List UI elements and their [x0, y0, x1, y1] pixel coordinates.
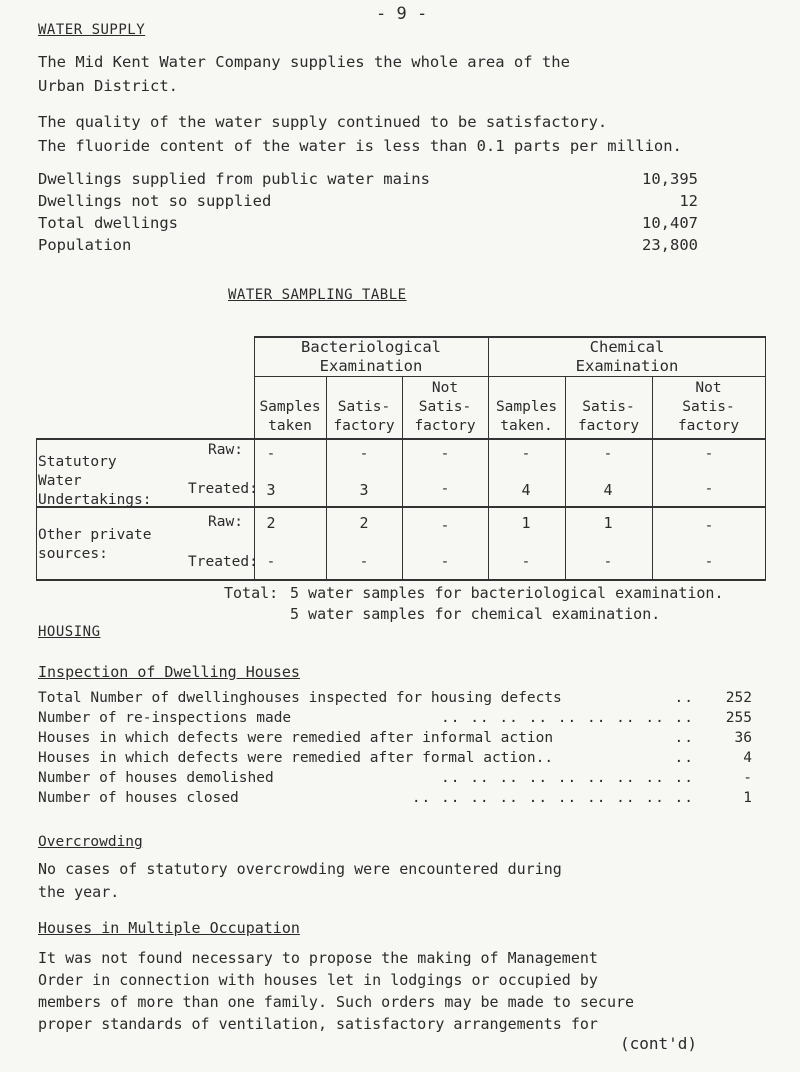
table-cell: - [359, 554, 369, 570]
overcrowding-text: No cases of statutory overcrowding were encountered during the year. [38, 860, 562, 901]
table-cell: - [704, 446, 714, 462]
table-cell: 3 [359, 481, 369, 499]
inspection-value: 255 [725, 710, 752, 726]
col-header: Satis- factory [577, 399, 640, 434]
leader-dots: .. [674, 750, 694, 766]
inspection-label: Number of houses demolished [38, 770, 274, 786]
col-header: Not Satis- factory [414, 380, 476, 434]
col-header: Not Satis- factory [677, 380, 740, 434]
treated-label: Treated: [188, 554, 258, 570]
table-cell: - [704, 481, 714, 497]
table-cell: - [521, 554, 531, 570]
stats-value: 10,395 [642, 170, 698, 188]
continued-note: (cont'd) [620, 1034, 698, 1053]
leader-dots: .. [674, 730, 694, 746]
raw-label: Raw: [208, 514, 243, 530]
inspection-label: Total Number of dwellinghouses inspected for housing defects [38, 690, 562, 706]
row-label-statutory: Statutory Water Undertakings: [38, 454, 152, 508]
stats-label: Dwellings supplied from public water mains [38, 170, 430, 188]
table-cell: - [359, 446, 369, 462]
treated-label: Treated: [188, 481, 258, 497]
col-header: Samples taken [259, 399, 321, 434]
stats-label: Dwellings not so supplied [38, 192, 272, 210]
stats-row [38, 170, 698, 192]
inspection-heading: Inspection of Dwelling Houses [38, 663, 300, 681]
inspection-row [38, 790, 752, 809]
table-cell: 1 [603, 514, 613, 532]
col-header: Satis- factory [333, 399, 395, 434]
inspection-value: 252 [725, 690, 752, 706]
table-cell: 4 [521, 481, 531, 499]
inspection-value: 36 [734, 730, 752, 746]
row-label-other: Other private sources: [38, 527, 152, 562]
water-supply-heading: WATER SUPPLY [38, 22, 146, 38]
table-cell: - [440, 481, 450, 497]
inspection-label: Houses in which defects were remedied after informal action [38, 730, 554, 746]
sampling-table-title: WATER SAMPLING TABLE [228, 287, 407, 303]
water-sampling-table [36, 336, 766, 582]
stats-value: 10,407 [642, 214, 698, 232]
table-cell: - [440, 554, 450, 570]
table-cell: - [603, 446, 613, 462]
multiple-occupation-text: It was not found necessary to propose the making of Management Order in connection with houses let in lodgings or occupied by members of more than one family. Such orders may be made to secure proper standards of ventilation, satisfactory arrangements for [38, 949, 635, 1033]
table-cell: - [704, 554, 714, 570]
stats-value: 12 [679, 192, 698, 210]
table-cell: - [440, 446, 450, 462]
inspection-value: - [743, 770, 752, 786]
multiple-occupation-heading: Houses in Multiple Occupation [38, 919, 300, 937]
table-cell: - [266, 446, 276, 462]
total-line: 5 water samples for chemical examination. [290, 605, 661, 623]
leader-dots: .. .. .. .. .. .. .. .. .. [441, 770, 694, 786]
inspection-row [38, 730, 752, 749]
bacteriological-header: Bacteriological Examination [301, 338, 441, 375]
stats-value: 23,800 [642, 236, 698, 254]
leader-dots: .. [674, 690, 694, 706]
table-cell: - [266, 554, 276, 570]
page-number: - 9 - [376, 4, 428, 24]
inspection-row [38, 750, 752, 769]
water-supply-para-1: The Mid Kent Water Company supplies the whole area of the Urban District. [38, 53, 570, 95]
leader-dots: .. .. .. .. .. .. .. .. .. [441, 710, 694, 726]
inspection-label: Houses in which defects were remedied after formal action.. [38, 750, 554, 766]
total-label: Total: [224, 584, 279, 602]
table-cell: 2 [359, 514, 369, 532]
inspection-row [38, 770, 752, 789]
col-header: Samples taken. [495, 399, 558, 434]
chemical-header: Chemical Examination [575, 338, 679, 375]
inspection-label: Number of re-inspections made [38, 710, 292, 726]
table-cell: - [440, 518, 450, 534]
table-cell: - [521, 446, 531, 462]
inspection-value: 4 [743, 750, 752, 766]
stats-row [38, 236, 698, 258]
table-cell: - [603, 554, 613, 570]
stats-row [38, 214, 698, 236]
stats-label: Total dwellings [38, 214, 178, 232]
stats-row [38, 192, 698, 214]
table-cell: 2 [266, 514, 276, 532]
inspection-value: 1 [743, 790, 752, 806]
table-cell: 1 [521, 514, 531, 532]
water-supply-para-2: The quality of the water supply continued to be satisfactory. The fluoride content of the water is less than 0.1 parts per million. [38, 113, 682, 155]
table-cell: 3 [266, 481, 276, 499]
table-cell: - [704, 518, 714, 534]
inspection-label: Number of houses closed [38, 790, 239, 806]
leader-dots: .. .. .. .. .. .. .. .. .. .. [411, 790, 694, 806]
stats-label: Population [38, 236, 132, 254]
overcrowding-heading: Overcrowding [38, 834, 143, 850]
inspection-row [38, 710, 752, 729]
total-line: 5 water samples for bacteriological examination. [290, 584, 724, 602]
housing-heading: HOUSING [38, 624, 101, 640]
inspection-row [38, 690, 752, 709]
raw-label: Raw: [208, 442, 243, 458]
table-cell: 4 [603, 481, 613, 499]
